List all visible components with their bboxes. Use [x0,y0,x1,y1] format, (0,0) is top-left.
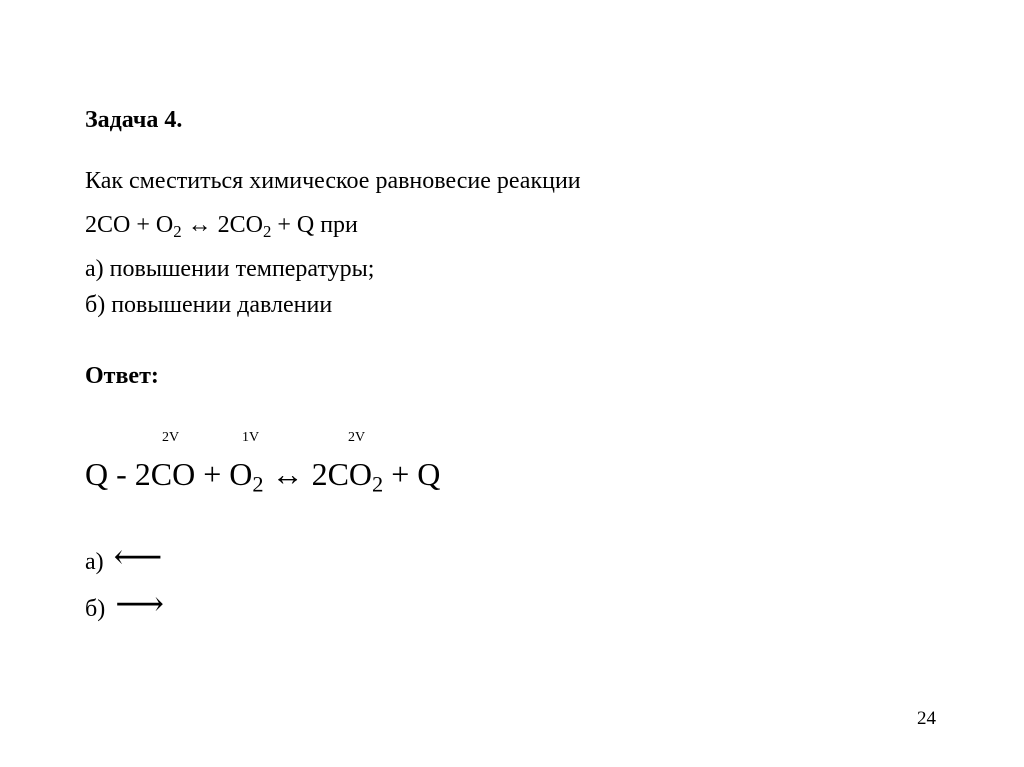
task-title: Задача 4. [85,107,183,133]
answer-b [85,585,164,629]
volume-label: 2V [162,430,180,445]
reaction-equation [85,209,358,241]
answer-eq-part-2: ↔ 2CO [263,456,373,492]
answer-b-label: б) [85,596,106,622]
reaction-subscript-2: 2 [262,222,272,242]
volume-label: 2V [348,430,366,445]
answer-eq-part-3: + Q [383,456,441,492]
reaction-part-3: + Q при [271,212,358,238]
answer-label: Ответ: [85,363,159,389]
answer-a [85,538,162,582]
reaction-subscript-1: 2 [173,222,182,242]
question-text: Как сместиться химическое равновесие реакции [85,168,581,194]
answer-a-label: а) [85,549,104,575]
condition-b: б) повышении давлении [85,292,333,318]
answer-eq-subscript-1: 2 [252,471,264,497]
condition-a: а) повышении температуры; [85,256,375,282]
answer-equation [85,454,441,497]
page-number: 24 [917,708,936,729]
reaction-part-1: 2CO + O [85,212,174,238]
volume-label: 1V [242,430,260,445]
answer-eq-part-1: Q - 2CO + O [85,456,253,492]
right-arrow-icon: ⟶ [115,586,164,623]
left-arrow-icon: ⟵ [113,539,163,576]
answer-eq-subscript-2: 2 [372,471,384,497]
reaction-part-2: ↔ 2CO [181,212,263,238]
